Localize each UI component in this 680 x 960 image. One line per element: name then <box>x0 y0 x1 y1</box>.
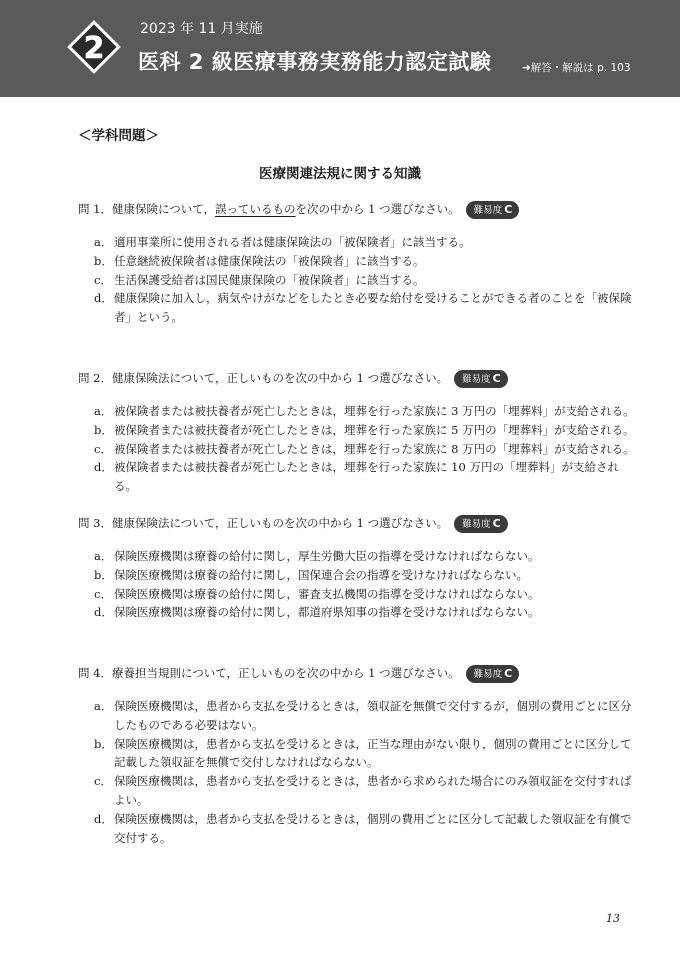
question-3 <box>78 513 638 622</box>
exam-date: 2023 年 11 月実施 <box>140 21 263 37</box>
option-letter: b． <box>94 422 113 437</box>
difficulty-label: 難易度 <box>462 519 491 530</box>
answer-options <box>78 402 638 496</box>
question-2 <box>78 368 638 496</box>
option-b <box>78 566 638 585</box>
question-stem <box>78 513 638 533</box>
option-c <box>78 585 638 604</box>
grade-badge <box>64 17 124 77</box>
option-c <box>78 440 638 459</box>
question-number: 問 1． <box>78 202 112 216</box>
option-text: 保険医療機関は療養の給付に関し，審査支払機関の指導を受けなければならない。 <box>114 586 540 601</box>
badge-number: 2 <box>83 31 105 66</box>
difficulty-label: 難易度 <box>473 669 503 680</box>
exam-title: 医科 2 級医療事務実務能力認定試験 <box>138 50 492 74</box>
option-letter: d． <box>94 460 113 475</box>
difficulty-grade: C <box>492 517 501 530</box>
option-c <box>78 271 638 290</box>
answer-options <box>78 233 638 327</box>
question-text-end: を次の中から 1 つ選びなさい。 <box>295 202 460 216</box>
answer-options <box>78 697 638 847</box>
option-letter: b． <box>94 567 113 582</box>
answer-options <box>78 547 638 622</box>
option-d <box>78 603 638 622</box>
difficulty-badge <box>454 370 508 388</box>
option-text: 被保険者または被扶養者が死亡したときは，埋葬を行った家族に 3 万円の「埋葬料」が支給される。 <box>114 404 635 418</box>
option-letter: a． <box>94 235 113 249</box>
question-number: 問 3． <box>78 516 112 530</box>
option-letter: a． <box>94 549 113 563</box>
option-text: 任意継続被保険者は健康保険法の「被保険者」に該当する。 <box>114 253 425 268</box>
option-letter: c． <box>94 272 112 287</box>
difficulty-grade: C <box>504 203 513 216</box>
difficulty-grade: C <box>504 667 513 680</box>
question-text: 健康保険法について，正しいものを次の中から 1 つ選びなさい。 <box>111 516 449 530</box>
section-title: 医療関連法規に関する知識 <box>259 166 421 182</box>
option-letter: d． <box>94 291 113 306</box>
option-a <box>78 402 638 421</box>
option-text: 保険医療機関は，患者から支払を受けるときは，領収証を無償で交付するが，個別の費用ごとに区分したものである必要はない。 <box>114 699 632 732</box>
option-text: 保険医療機関は，患者から支払を受けるときは，患者から求められた場合にのみ領収証を交付すればよい。 <box>114 774 632 807</box>
option-text: 被保険者または被扶養者が死亡したときは，埋葬を行った家族に 10 万円の「埋葬料」が支給される。 <box>114 460 619 494</box>
question-stem <box>78 663 638 683</box>
option-letter: a． <box>94 699 113 713</box>
option-text: 被保険者または被扶養者が死亡したときは，埋葬を行った家族に 8 万円の「埋葬料」が支給される。 <box>114 441 635 456</box>
section-label: ＜学科問題＞ <box>78 128 159 144</box>
difficulty-badge <box>466 201 520 219</box>
difficulty-grade: C <box>492 372 501 385</box>
option-c <box>78 772 638 810</box>
option-letter: c． <box>94 586 112 601</box>
option-text: 保険医療機関は療養の給付に関し，都道府県知事の指導を受けなければならない。 <box>114 605 540 620</box>
option-b <box>78 252 638 271</box>
option-text: 保険医療機関は療養の給付に関し，国保連合会の指導を受けなければならない。 <box>114 567 528 582</box>
option-letter: b． <box>94 736 113 751</box>
question-text: 療養担当規則について，正しいものを次の中から 1 つ選びなさい。 <box>111 666 460 680</box>
option-text: 適用事業所に使用される者は健康保険法の「被保険者」に該当する。 <box>114 235 471 249</box>
question-emphasis: 誤っているもの <box>215 202 296 216</box>
option-letter: a． <box>94 404 113 418</box>
option-b <box>78 735 638 773</box>
option-letter: c． <box>94 441 112 456</box>
option-b <box>78 421 638 440</box>
option-text: 保険医療機関は，患者から支払を受けるときは，正当な理由がない限り，個別の費用ごとに区分して記載した領収証を無償で交付しなければならない。 <box>114 736 632 770</box>
difficulty-badge <box>454 515 508 533</box>
question-number: 問 4． <box>78 666 112 680</box>
difficulty-badge <box>466 665 520 683</box>
option-a <box>78 697 638 735</box>
question-stem <box>78 199 638 219</box>
option-a <box>78 233 638 252</box>
difficulty-label: 難易度 <box>462 374 491 385</box>
question-1 <box>78 199 638 327</box>
option-d <box>78 458 638 496</box>
option-d <box>78 289 638 327</box>
option-text: 被保険者または被扶養者が死亡したときは，埋葬を行った家族に 5 万円の「埋葬料」が支給される。 <box>114 422 635 437</box>
question-text: 健康保険について， <box>111 202 216 216</box>
option-letter: b． <box>94 253 113 268</box>
question-stem <box>78 368 638 388</box>
question-4 <box>78 663 638 847</box>
question-number: 問 2． <box>78 371 112 385</box>
page-header <box>0 0 680 97</box>
difficulty-label: 難易度 <box>473 205 503 216</box>
option-d <box>78 810 638 848</box>
option-letter: c． <box>94 774 112 789</box>
option-letter: d． <box>94 605 113 620</box>
option-text: 保険医療機関は，患者から支払を受けるときは，個別の費用ごとに区分して記載した領収証を有償で交付する。 <box>114 811 632 845</box>
option-text: 生活保護受給者は国民健康保険の「被保険者」に該当する。 <box>114 272 425 287</box>
option-a <box>78 547 638 566</box>
option-text: 保険医療機関は療養の給付に関し，厚生労働大臣の指導を受けなければならない。 <box>114 549 540 563</box>
question-text: 健康保険法について，正しいものを次の中から 1 つ選びなさい。 <box>111 371 449 385</box>
option-letter: d． <box>94 811 113 826</box>
answer-reference: ➜解答・解説は p. 103 <box>522 62 631 74</box>
option-text: 健康保険に加入し，病気やけがなどをしたとき必要な給付を受けることができる者のことを「被保険者」という。 <box>114 291 632 325</box>
page-number: 13 <box>606 912 620 925</box>
